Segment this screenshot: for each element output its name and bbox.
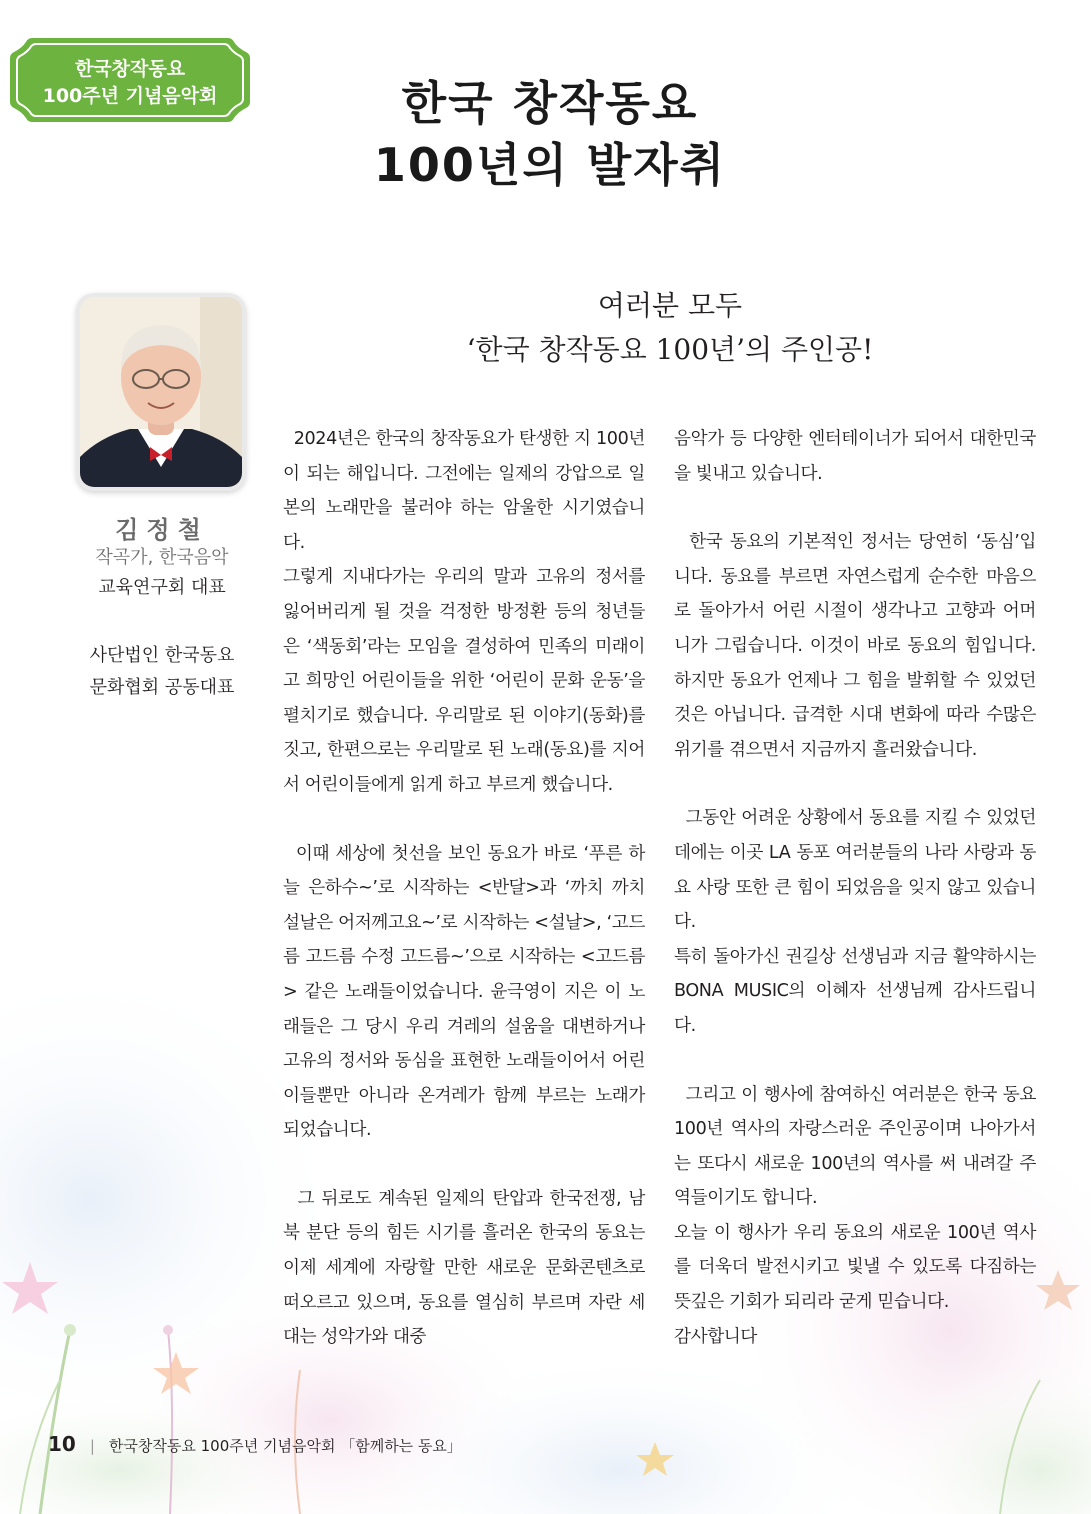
author-photo — [76, 293, 246, 491]
body-column-left — [283, 422, 651, 1355]
page-number: 10 — [48, 1432, 76, 1456]
paragraph: 음악가 등 다양한 엔터테이너가 되어서 대한민국을 빛내고 있습니다. — [674, 429, 1036, 484]
author-org-line-2: 문화협회 공동대표 — [89, 677, 235, 698]
author-role-line-1: 작곡가, 한국음악 — [95, 547, 229, 568]
footer-divider: | — [89, 1437, 95, 1455]
article-subtitle — [420, 284, 920, 372]
badge-line-1: 한국창작동요 — [74, 58, 186, 80]
paragraph: 2024년은 한국의 창작동요가 탄생한 지 100년이 되는 해입니다. 그전에는 일제의 강압으로 일본의 노래만을 불러야 하는 암울한 시기였습니다. — [283, 429, 645, 553]
subtitle-line-2: ‘한국 창작동요 100년’의 주인공! — [466, 333, 874, 366]
main-title-line-1: 한국 창작동요 — [401, 76, 699, 130]
paragraph: 이때 세상에 첫선을 보인 동요가 바로 ‘푸른 하늘 은하수~’로 시작하는 <반달>과 ‘까치 까치 설날은 어저께고요~’로 시작하는 <설날>, ‘고드름 고드름 수정 고드름~’으로 시작하는 <고드름> 같은 노래들이었습니다. 윤극영이 지은 이 노래들은 그 당시 우리 겨레의 설움을 대변하거나 고유의 정서와 동심을 표현한 노래들이어서 어린이들뿐만 아니라 온겨레가 함께 부르는 노래가 되었습니다. — [283, 843, 651, 1141]
page-footer — [48, 1430, 462, 1458]
paragraph: 그 뒤로도 계속된 일제의 탄압과 한국전쟁, 남북 분단 등의 힘든 시기를 흘러온 한국의 동요는 이제 세계에 자랑할 만한 새로운 문화콘텐츠로 떠오르고 있으며, 동요를 열심히 부르며 자란 세대는 성악가와 대중 — [283, 1188, 651, 1348]
main-title — [330, 72, 770, 196]
event-badge — [10, 34, 250, 126]
main-title-line-2: 100년의 발자취 — [373, 138, 727, 192]
paragraph: 감사합니다 — [674, 1326, 757, 1347]
author-name: 김정철 — [115, 516, 209, 544]
paragraph: 오늘 이 행사가 우리 동요의 새로운 100년 역사를 더욱더 발전시키고 빛낼 수 있도록 다짐하는 뜻깊은 기회가 되리라 굳게 믿습니다. — [674, 1222, 1042, 1313]
footer-text: 한국창작동요 100주년 기념음악회 「함께하는 동요」 — [108, 1437, 462, 1455]
author-portrait-image — [80, 297, 242, 487]
subtitle-line-1: 여러분 모두 — [597, 289, 743, 322]
paragraph: 그동안 어려운 상황에서 동요를 지킬 수 있었던 데에는 이곳 LA 동포 여러분들의 나라 사랑과 동요 사랑 또한 큰 힘이 되었음을 잊지 않고 있습니다. — [674, 808, 1042, 933]
body-column-right — [674, 422, 1042, 1354]
author-org-line-1: 사단법인 한국동요 — [89, 645, 235, 666]
paragraph: 한국 동요의 기본적인 정서는 당연히 ‘동심’입니다. 동요를 부르면 자연스럽게 순수한 마음으로 돌아가서 어린 시절이 생각나고 고향과 어머니가 그립습니다. 이것이 바로 동요의 힘입니다. 하지만 동요가 언제나 그 힘을 발휘할 수 있었던 것은 아닙니다. 급격한 시대 변화에 따라 수많은 위기를 겪으면서 지금까지 흘러왔습니다. — [674, 532, 1042, 760]
paragraph: 그리고 이 행사에 참여하신 여러분은 한국 동요 100년 역사의 자랑스러운 주인공이며 나아가서는 또다시 새로운 100년의 역사를 써 내려갈 주역들이기도 합니다. — [674, 1084, 1042, 1209]
author-role-line-2: 교육연구회 대표 — [98, 577, 226, 598]
badge-line-2: 100주년 기념음악회 — [42, 85, 218, 107]
author-organization — [60, 640, 264, 704]
paragraph: 특히 돌아가신 권길상 선생님과 지금 활약하시는 BONA MUSIC의 이혜자 선생님께 감사드립니다. — [674, 946, 1042, 1036]
paragraph: 그렇게 지내다가는 우리의 말과 고유의 정서를 잃어버리게 될 것을 걱정한 방정환 등의 청년들은 ‘색동회’라는 모임을 결성하여 민족의 미래이고 희망인 어린이들을 위한 ‘어린이 문화 운동’을 펼치기로 했습니다. 우리말로 된 이야기(동화)를 짓고, 한편으로는 우리말로 된 노래(동요)를 지어서 어린이들에게 읽게 하고 부르게 했습니다. — [283, 567, 651, 795]
